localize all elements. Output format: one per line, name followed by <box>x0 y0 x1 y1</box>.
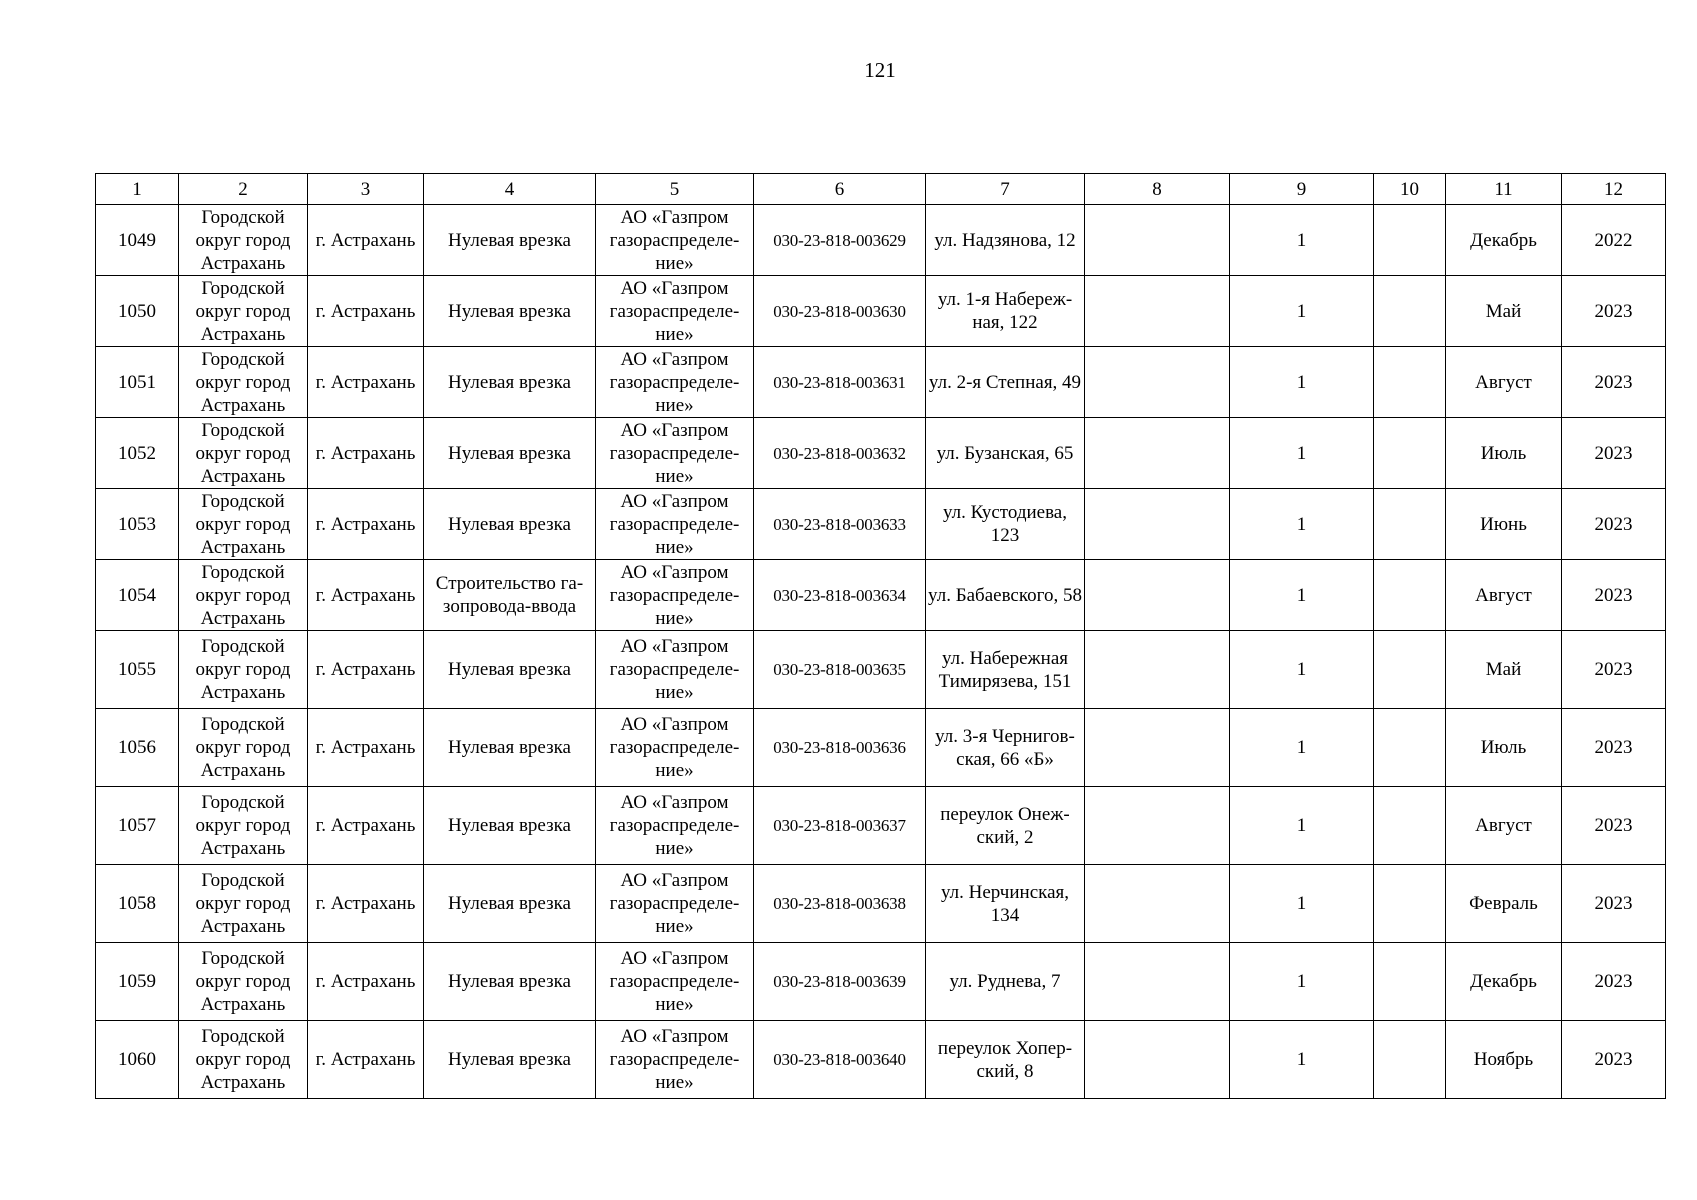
object-code-cell: 030-23-818-003636 <box>754 709 926 787</box>
column-8-cell <box>1085 787 1230 865</box>
city-cell: г. Астрахань <box>308 347 424 418</box>
column-10-cell <box>1374 1021 1446 1099</box>
organization-cell: АО «Газпром газораспределе-ние» <box>596 709 754 787</box>
district-cell: Городской округ город Астрахань <box>179 787 308 865</box>
district-cell: Городской округ город Астрахань <box>179 631 308 709</box>
column-8-cell <box>1085 276 1230 347</box>
column-header: 10 <box>1374 174 1446 205</box>
year-cell: 2023 <box>1562 560 1666 631</box>
row-number: 1052 <box>96 418 179 489</box>
column-10-cell <box>1374 276 1446 347</box>
district-cell: Городской округ город Астрахань <box>179 418 308 489</box>
organization-cell: АО «Газпром газораспределе-ние» <box>596 1021 754 1099</box>
column-10-cell <box>1374 489 1446 560</box>
district-cell: Городской округ город Астрахань <box>179 489 308 560</box>
district-cell: Городской округ город Астрахань <box>179 347 308 418</box>
district-cell: Городской округ город Астрахань <box>179 1021 308 1099</box>
column-10-cell <box>1374 205 1446 276</box>
table-row <box>96 276 1666 347</box>
district-cell: Городской округ город Астрахань <box>179 205 308 276</box>
row-number: 1057 <box>96 787 179 865</box>
work-type-cell: Строительство га-зопровода-ввода <box>424 560 596 631</box>
work-type-cell: Нулевая врезка <box>424 418 596 489</box>
month-cell: Июль <box>1446 418 1562 489</box>
table-row <box>96 347 1666 418</box>
month-cell: Май <box>1446 631 1562 709</box>
object-code-cell: 030-23-818-003632 <box>754 418 926 489</box>
address-cell: переулок Хопер-ский, 8 <box>926 1021 1085 1099</box>
column-8-cell <box>1085 631 1230 709</box>
year-cell: 2022 <box>1562 205 1666 276</box>
year-cell: 2023 <box>1562 865 1666 943</box>
column-header: 8 <box>1085 174 1230 205</box>
column-10-cell <box>1374 787 1446 865</box>
address-cell: ул. Бузанская, 65 <box>926 418 1085 489</box>
table-row <box>96 709 1666 787</box>
work-type-cell: Нулевая врезка <box>424 709 596 787</box>
quantity-cell: 1 <box>1230 347 1374 418</box>
work-type-cell: Нулевая врезка <box>424 787 596 865</box>
column-header: 5 <box>596 174 754 205</box>
column-header: 6 <box>754 174 926 205</box>
organization-cell: АО «Газпром газораспределе-ние» <box>596 560 754 631</box>
address-cell: ул. 3-я Чернигов-ская, 66 «Б» <box>926 709 1085 787</box>
table-row <box>96 1021 1666 1099</box>
object-code-cell: 030-23-818-003639 <box>754 943 926 1021</box>
district-cell: Городской округ город Астрахань <box>179 865 308 943</box>
work-type-cell: Нулевая врезка <box>424 205 596 276</box>
address-cell: переулок Онеж-ский, 2 <box>926 787 1085 865</box>
column-header: 7 <box>926 174 1085 205</box>
object-code-cell: 030-23-818-003635 <box>754 631 926 709</box>
city-cell: г. Астрахань <box>308 489 424 560</box>
table-header-row <box>96 174 1666 205</box>
organization-cell: АО «Газпром газораспределе-ние» <box>596 865 754 943</box>
month-cell: Ноябрь <box>1446 1021 1562 1099</box>
table-row <box>96 631 1666 709</box>
column-header: 11 <box>1446 174 1562 205</box>
column-10-cell <box>1374 347 1446 418</box>
column-header: 2 <box>179 174 308 205</box>
column-8-cell <box>1085 205 1230 276</box>
row-number: 1059 <box>96 943 179 1021</box>
column-8-cell <box>1085 560 1230 631</box>
address-cell: ул. 1-я Набереж-ная, 122 <box>926 276 1085 347</box>
organization-cell: АО «Газпром газораспределе-ние» <box>596 347 754 418</box>
address-cell: ул. Бабаевского, 58 <box>926 560 1085 631</box>
year-cell: 2023 <box>1562 347 1666 418</box>
quantity-cell: 1 <box>1230 631 1374 709</box>
column-header: 12 <box>1562 174 1666 205</box>
address-cell: ул. 2-я Степная, 49 <box>926 347 1085 418</box>
year-cell: 2023 <box>1562 276 1666 347</box>
organization-cell: АО «Газпром газораспределе-ние» <box>596 489 754 560</box>
object-code-cell: 030-23-818-003631 <box>754 347 926 418</box>
month-cell: Август <box>1446 560 1562 631</box>
work-type-cell: Нулевая врезка <box>424 631 596 709</box>
year-cell: 2023 <box>1562 631 1666 709</box>
city-cell: г. Астрахань <box>308 418 424 489</box>
organization-cell: АО «Газпром газораспределе-ние» <box>596 418 754 489</box>
month-cell: Декабрь <box>1446 943 1562 1021</box>
work-type-cell: Нулевая врезка <box>424 943 596 1021</box>
quantity-cell: 1 <box>1230 276 1374 347</box>
quantity-cell: 1 <box>1230 560 1374 631</box>
city-cell: г. Астрахань <box>308 631 424 709</box>
year-cell: 2023 <box>1562 1021 1666 1099</box>
column-10-cell <box>1374 418 1446 489</box>
city-cell: г. Астрахань <box>308 709 424 787</box>
district-cell: Городской округ город Астрахань <box>179 276 308 347</box>
row-number: 1053 <box>96 489 179 560</box>
column-header: 4 <box>424 174 596 205</box>
address-cell: ул. Набережная Тимирязева, 151 <box>926 631 1085 709</box>
month-cell: Август <box>1446 347 1562 418</box>
column-8-cell <box>1085 347 1230 418</box>
address-cell: ул. Кустодиева, 123 <box>926 489 1085 560</box>
table-row <box>96 205 1666 276</box>
address-cell: ул. Надзянова, 12 <box>926 205 1085 276</box>
row-number: 1049 <box>96 205 179 276</box>
document-table <box>95 173 1666 1099</box>
quantity-cell: 1 <box>1230 489 1374 560</box>
organization-cell: АО «Газпром газораспределе-ние» <box>596 631 754 709</box>
object-code-cell: 030-23-818-003630 <box>754 276 926 347</box>
quantity-cell: 1 <box>1230 709 1374 787</box>
column-10-cell <box>1374 631 1446 709</box>
page-number: 121 <box>864 58 896 82</box>
month-cell: Май <box>1446 276 1562 347</box>
quantity-cell: 1 <box>1230 787 1374 865</box>
year-cell: 2023 <box>1562 418 1666 489</box>
year-cell: 2023 <box>1562 489 1666 560</box>
row-number: 1054 <box>96 560 179 631</box>
year-cell: 2023 <box>1562 943 1666 1021</box>
city-cell: г. Астрахань <box>308 1021 424 1099</box>
table-row <box>96 418 1666 489</box>
quantity-cell: 1 <box>1230 1021 1374 1099</box>
object-code-cell: 030-23-818-003629 <box>754 205 926 276</box>
table-row <box>96 787 1666 865</box>
organization-cell: АО «Газпром газораспределе-ние» <box>596 943 754 1021</box>
column-8-cell <box>1085 1021 1230 1099</box>
object-code-cell: 030-23-818-003634 <box>754 560 926 631</box>
month-cell: Декабрь <box>1446 205 1562 276</box>
district-cell: Городской округ город Астрахань <box>179 560 308 631</box>
address-cell: ул. Нерчинская, 134 <box>926 865 1085 943</box>
row-number: 1058 <box>96 865 179 943</box>
column-8-cell <box>1085 865 1230 943</box>
column-10-cell <box>1374 709 1446 787</box>
city-cell: г. Астрахань <box>308 205 424 276</box>
city-cell: г. Астрахань <box>308 787 424 865</box>
row-number: 1050 <box>96 276 179 347</box>
organization-cell: АО «Газпром газораспределе-ние» <box>596 787 754 865</box>
row-number: 1051 <box>96 347 179 418</box>
table-row <box>96 865 1666 943</box>
city-cell: г. Астрахань <box>308 560 424 631</box>
district-cell: Городской округ город Астрахань <box>179 943 308 1021</box>
work-type-cell: Нулевая врезка <box>424 276 596 347</box>
month-cell: Июль <box>1446 709 1562 787</box>
row-number: 1060 <box>96 1021 179 1099</box>
work-type-cell: Нулевая врезка <box>424 347 596 418</box>
object-code-cell: 030-23-818-003638 <box>754 865 926 943</box>
month-cell: Август <box>1446 787 1562 865</box>
row-number: 1055 <box>96 631 179 709</box>
column-header: 3 <box>308 174 424 205</box>
column-header: 1 <box>96 174 179 205</box>
city-cell: г. Астрахань <box>308 276 424 347</box>
work-type-cell: Нулевая врезка <box>424 1021 596 1099</box>
quantity-cell: 1 <box>1230 418 1374 489</box>
column-10-cell <box>1374 560 1446 631</box>
table-row <box>96 943 1666 1021</box>
column-10-cell <box>1374 943 1446 1021</box>
row-number: 1056 <box>96 709 179 787</box>
object-code-cell: 030-23-818-003640 <box>754 1021 926 1099</box>
work-type-cell: Нулевая врезка <box>424 489 596 560</box>
district-cell: Городской округ город Астрахань <box>179 709 308 787</box>
quantity-cell: 1 <box>1230 865 1374 943</box>
work-type-cell: Нулевая врезка <box>424 865 596 943</box>
city-cell: г. Астрахань <box>308 865 424 943</box>
year-cell: 2023 <box>1562 709 1666 787</box>
object-code-cell: 030-23-818-003633 <box>754 489 926 560</box>
object-code-cell: 030-23-818-003637 <box>754 787 926 865</box>
city-cell: г. Астрахань <box>308 943 424 1021</box>
table-row <box>96 560 1666 631</box>
address-cell: ул. Руднева, 7 <box>926 943 1085 1021</box>
column-8-cell <box>1085 943 1230 1021</box>
year-cell: 2023 <box>1562 787 1666 865</box>
organization-cell: АО «Газпром газораспределе-ние» <box>596 276 754 347</box>
month-cell: Февраль <box>1446 865 1562 943</box>
column-10-cell <box>1374 865 1446 943</box>
column-8-cell <box>1085 489 1230 560</box>
table-row <box>96 489 1666 560</box>
quantity-cell: 1 <box>1230 943 1374 1021</box>
organization-cell: АО «Газпром газораспределе-ние» <box>596 205 754 276</box>
month-cell: Июнь <box>1446 489 1562 560</box>
quantity-cell: 1 <box>1230 205 1374 276</box>
column-header: 9 <box>1230 174 1374 205</box>
column-8-cell <box>1085 709 1230 787</box>
column-8-cell <box>1085 418 1230 489</box>
